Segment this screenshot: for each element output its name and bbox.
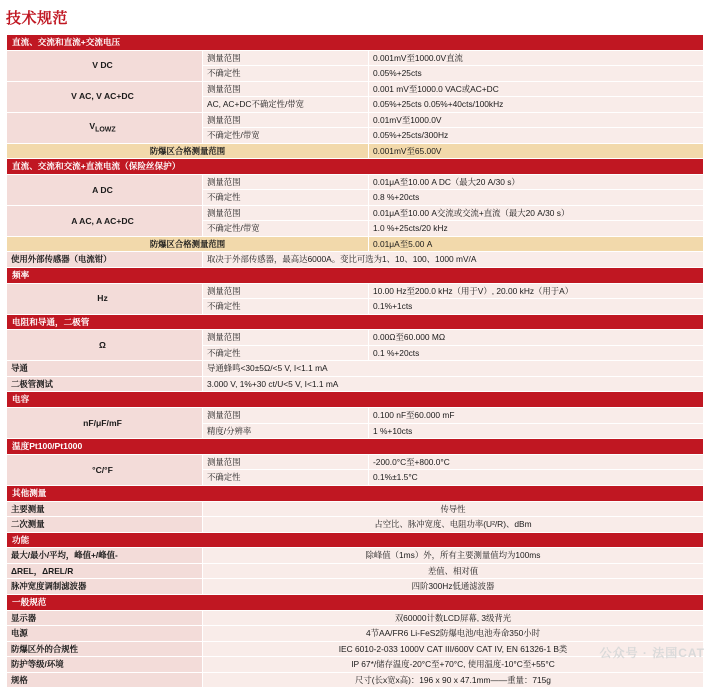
row-label: 显示器 [7, 610, 203, 626]
row-label: 电源 [7, 626, 203, 642]
row-value: IP 67*/储存温度-20°C至+70°C, 使用温度-10°C至+55°C [203, 657, 704, 673]
row-label-subscript: LOWZ [95, 126, 116, 134]
row-value: 0.01μA至10.00 A DC（最大20 A/30 s） [369, 174, 704, 190]
row-label: 使用外部传感器（电流钳） [7, 252, 203, 268]
row-value: 0.8 %+20cts [369, 190, 704, 206]
section-header [7, 314, 704, 330]
row-label: °C/°F [7, 454, 203, 485]
row-label: V DC [7, 50, 203, 81]
section-title: 直流、交流和直流+交流电压 [7, 35, 704, 51]
section-header [7, 532, 704, 548]
row-value: 10.00 Hz至200.0 kHz（用于V）, 20.00 kHz（用于A） [369, 283, 704, 299]
row-label: 防爆区合格测量范围 [7, 236, 369, 252]
row-value: 0.1%+1cts [369, 299, 704, 315]
row-label: ΔREL，ΔREL/R [7, 563, 203, 579]
table-row-highlight [7, 143, 704, 159]
row-label: Hz [7, 283, 203, 314]
table-row [7, 657, 704, 673]
row-value: 导通蜂鸣<30±5Ω/<5 V, I<1.1 mA [203, 361, 704, 377]
section-header [7, 159, 704, 175]
row-kind: 测量范围 [203, 50, 369, 66]
row-label: Ω [7, 330, 203, 361]
row-kind: 不确定性/带宽 [203, 128, 369, 144]
row-value: -200.0°C至+800.0°C [369, 454, 704, 470]
table-row [7, 517, 704, 533]
row-kind: AC, AC+DC不确定性/带宽 [203, 97, 369, 113]
row-kind: 不确定性 [203, 345, 369, 361]
section-title: 功能 [7, 532, 704, 548]
row-label: 最大/最小/平均，峰值+/峰值- [7, 548, 203, 564]
table-row [7, 283, 704, 299]
row-label: 防爆区合格测量范围 [7, 143, 369, 159]
row-value: 双60000计数LCD屏幕, 3级背光 [203, 610, 704, 626]
row-value: 0.1%±1.5°C [369, 470, 704, 486]
row-value: 1 %+10cts [369, 423, 704, 439]
table-row [7, 548, 704, 564]
row-value: 0.001mV至1000.0V直流 [369, 50, 704, 66]
row-value: 0.05%+25cts/300Hz [369, 128, 704, 144]
row-kind: 测量范围 [203, 408, 369, 424]
row-value: 0.01μA至10.00 A交流或交流+直流（最大20 A/30 s） [369, 205, 704, 221]
row-value: 0.01mV至1000.0V [369, 112, 704, 128]
row-label: 防爆区外的合规性 [7, 641, 203, 657]
section-header [7, 392, 704, 408]
specifications-table [6, 34, 704, 688]
row-value: 3.000 V, 1%+30 ct/U<5 V, I<1.1 mA [203, 376, 704, 392]
row-kind: 不确定性 [203, 299, 369, 315]
section-title: 电阻和导通，二极管 [7, 314, 704, 330]
table-row [7, 361, 704, 377]
table-row [7, 252, 704, 268]
row-value: 传导性 [203, 501, 704, 517]
table-row [7, 408, 704, 424]
table-row [7, 205, 704, 221]
row-kind: 测量范围 [203, 81, 369, 97]
row-kind: 不确定性 [203, 66, 369, 82]
table-row [7, 563, 704, 579]
row-value: 0.100 nF至60.000 mF [369, 408, 704, 424]
section-title: 直流、交流和交流+直流电流（保险丝保护） [7, 159, 704, 175]
table-row [7, 641, 704, 657]
section-header [7, 485, 704, 501]
row-value: 取决于外部传感器，最高达6000A。变比可选为1、10、100、1000 mV/A [203, 252, 704, 268]
row-kind: 精度/分辨率 [203, 423, 369, 439]
section-header [7, 267, 704, 283]
row-value: 0.001mV至65.00V [369, 143, 704, 159]
section-title: 温度Pt100/Pt1000 [7, 439, 704, 455]
row-label: 规格 [7, 672, 203, 688]
row-value: 0.05%+25cts [369, 66, 704, 82]
row-value: 1.0 %+25cts/20 kHz [369, 221, 704, 237]
row-label: V AC, V AC+DC [7, 81, 203, 112]
table-row [7, 50, 704, 66]
row-kind: 测量范围 [203, 174, 369, 190]
row-kind: 测量范围 [203, 112, 369, 128]
specifications-body [7, 35, 704, 688]
row-value: 尺寸(长x宽x高)：196 x 90 x 47.1mm——重量：715g [203, 672, 704, 688]
row-value: 除峰值（1ms）外，所有主要测量值均为100ms [203, 548, 704, 564]
table-row [7, 672, 704, 688]
table-row [7, 610, 704, 626]
row-label: A AC, A AC+DC [7, 205, 203, 236]
section-title: 电容 [7, 392, 704, 408]
table-row-highlight [7, 236, 704, 252]
row-value: 4节AA/FR6 Li-FeS2防爆电池/电池寿命350小时 [203, 626, 704, 642]
table-row [7, 376, 704, 392]
section-title: 一般规范 [7, 594, 704, 610]
row-value: 0.001 mV至1000.0 VAC或AC+DC [369, 81, 704, 97]
row-kind: 不确定性 [203, 470, 369, 486]
table-row [7, 81, 704, 97]
row-value: 0.05%+25cts 0.05%+40cts/100kHz [369, 97, 704, 113]
row-label: 脉冲宽度调制滤波器 [7, 579, 203, 595]
section-title: 频率 [7, 267, 704, 283]
table-row [7, 330, 704, 346]
row-value: IEC 6010-2-033 1000V CAT III/600V CAT IV, EN 61326-1 B类 [203, 641, 704, 657]
row-kind: 不确定性 [203, 190, 369, 206]
row-label: 主要测量 [7, 501, 203, 517]
row-value: 0.00Ω至60.000 MΩ [369, 330, 704, 346]
row-label: A DC [7, 174, 203, 205]
table-row [7, 174, 704, 190]
table-row [7, 626, 704, 642]
row-label: 防护等级/环境 [7, 657, 203, 673]
row-kind: 测量范围 [203, 454, 369, 470]
row-label: nF/μF/mF [7, 408, 203, 439]
row-kind: 测量范围 [203, 283, 369, 299]
section-title: 其他测量 [7, 485, 704, 501]
row-kind: 测量范围 [203, 330, 369, 346]
section-header [7, 439, 704, 455]
row-kind: 不确定性/带宽 [203, 221, 369, 237]
table-row [7, 501, 704, 517]
row-label: $V_{LOWZ}$ [7, 112, 203, 143]
table-row [7, 112, 704, 128]
section-header [7, 594, 704, 610]
row-value: 0.01μA至5.00 A [369, 236, 704, 252]
row-label: 导通 [7, 361, 203, 377]
row-label: 二极管测试 [7, 376, 203, 392]
row-kind: 测量范围 [203, 205, 369, 221]
row-value: 占空比、脉冲宽度、电阻功率(U²/R)、dBm [203, 517, 704, 533]
table-row [7, 579, 704, 595]
row-value: 四阶300Hz低通滤波器 [203, 579, 704, 595]
table-row [7, 454, 704, 470]
row-label: 二次测量 [7, 517, 203, 533]
page-title: 技术规范 [6, 10, 69, 27]
row-value: 差值、相对值 [203, 563, 704, 579]
watermark: 公众号 · 法国CAT [599, 646, 705, 660]
section-header [7, 35, 704, 51]
row-value: 0.1 %+20cts [369, 345, 704, 361]
